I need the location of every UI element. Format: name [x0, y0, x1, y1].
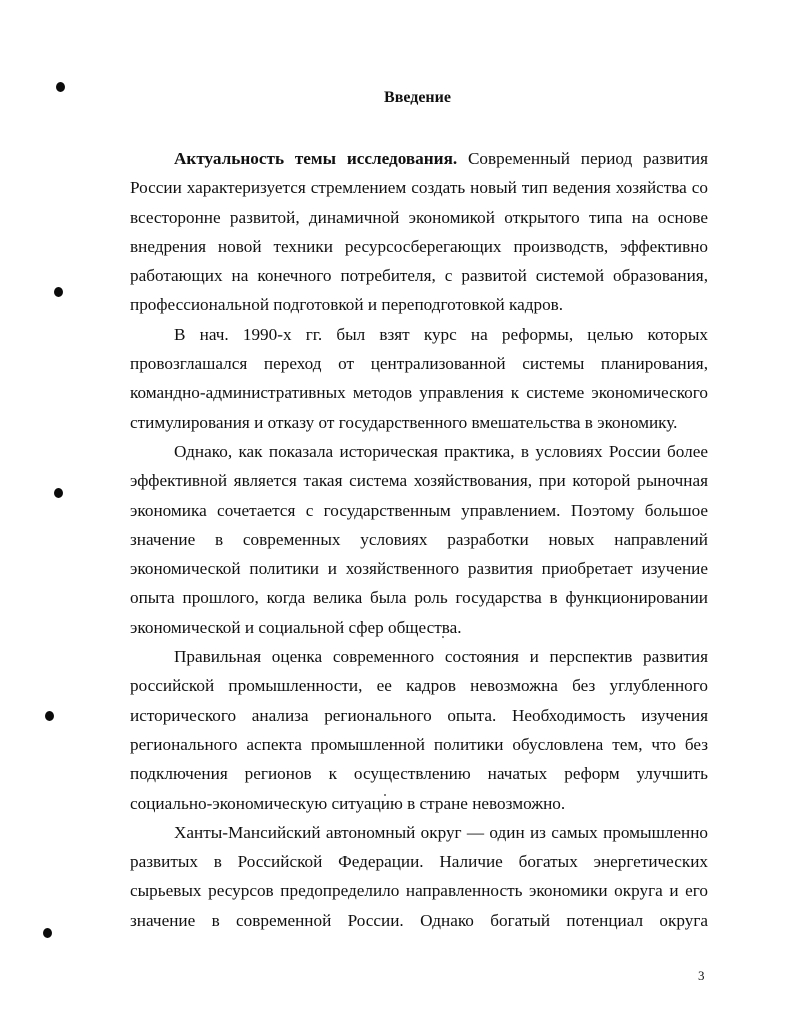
punch-hole-mark — [43, 928, 52, 938]
paragraph-relevance — [130, 144, 708, 320]
punch-hole-mark — [54, 488, 63, 498]
paragraph-khmao: Ханты-Мансийский автономный округ — один из самых промышленно развитых в Российской Федерации. Наличие богатых энергетических сырьевых ресурсов предопределило направленность экономики округа и его значение в современной России. Однако богатый потенциал округа — [130, 822, 708, 930]
paragraph-reforms: В нач. 1990-х гг. был взят курс на реформы, целью которых провозглашался переход от централизованной системы планирования, командно-административных методов управления к системе экономического стимулирования и отказу от государственного вмешательства в экономику. — [130, 324, 708, 432]
document-body — [130, 144, 708, 935]
paragraph-practice: Однако, как показала историческая практика, в условиях России более эффективной является такая система хозяйствования, при которой рыночная экономика сочетается с государственным управлением. Поэтому большое значение в современных условиях разработки новых направлений экономической политики и хозяйственного развития приобретает изучение опыта прошлого, когда велика была роль государства в функционировании экономической и социальной сфер общества. — [130, 441, 708, 637]
paragraph-assessment: Правильная оценка современного состояния и перспектив развития российской промышленности, ее кадров невозможна без углубленного исторического анализа регионального опыта. Необходимость изучения регионального аспекта промышленной политики обусловлена тем, что без подключения регионов к осуществлению начатых реформ улучшить социально-экономическую ситуацию в стране невозможно. — [130, 647, 708, 813]
paragraph-lead: Актуальность темы исследования. — [174, 149, 458, 168]
paragraph-text: Современный период развития России характеризуется стремлением создать новый тип ведения хозяйства со всесторонне развитой, динамичной экономикой открытого типа на основе внедрения новой техники ресурсосберегающих производств, эффективно работающих на конечного потребителя, с развитой системой образования, профессиональной подготовкой и переподготовкой кадров. — [130, 149, 708, 315]
punch-hole-mark — [45, 711, 54, 721]
punch-hole-mark — [54, 287, 63, 297]
page-number: 3 — [698, 968, 705, 983]
page-title: Введение — [384, 89, 451, 106]
